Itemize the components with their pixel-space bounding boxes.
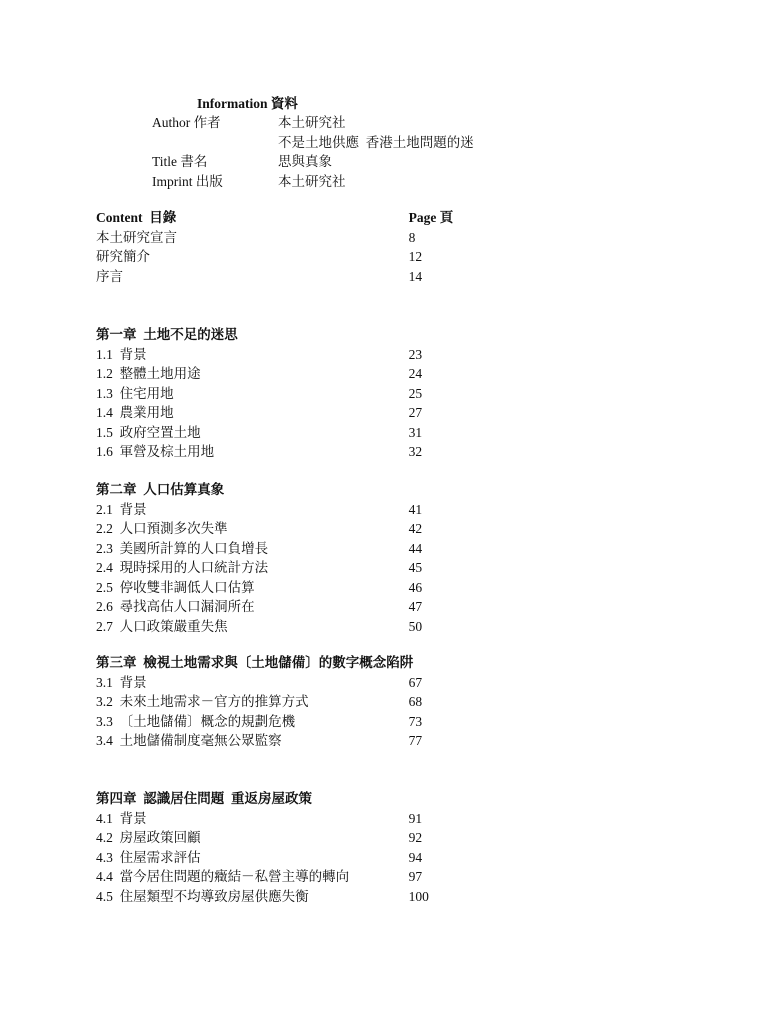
toc-entry-text: 1.6 軍營及棕土用地 [96,444,215,459]
toc-entry-page: 100 [408,888,429,904]
toc-entry [96,345,456,365]
info-value: 不是土地供應 香港土地問題的迷 [278,134,474,150]
toc-entry-page: 23 [408,346,423,362]
toc-entry [96,578,456,598]
toc-entry-text: 1.4 農業用地 [96,405,174,420]
info-value: 思與真象 [278,154,332,169]
info-table [152,113,474,191]
toc-entry-text: 4.5 住屋類型不均導致房屋供應失衡 [96,888,309,904]
chapter-title: 第二章 人口估算真象 [96,482,225,497]
toc-entry [96,384,456,404]
info-label: Author 作者 [152,115,221,130]
toc-entry [96,228,456,248]
toc-entry-text: 1.3 住宅用地 [96,385,174,401]
info-value: 本土研究社 [278,173,346,189]
toc-entry-text: 本土研究宣言 [96,229,177,245]
toc-entry [96,597,456,617]
chapter-title: 第一章 土地不足的迷思 [96,327,238,342]
chapter-3 [96,653,456,751]
toc-entry-page: 73 [408,713,423,729]
toc-entry [96,267,456,287]
toc-entry-text: 2.7 人口政策嚴重失焦 [96,618,228,634]
toc-entry-text: 3.2 未來土地需求－官方的推算方式 [96,694,309,709]
toc-entry-text: 4.1 背景 [96,810,147,826]
toc-entry [96,403,456,423]
toc-entry-text: 3.4 土地儲備制度毫無公眾監察 [96,733,282,748]
toc-entry-text: 2.1 背景 [96,501,147,517]
toc-entry-text: 1.2 整體土地用途 [96,366,201,381]
info-label [152,133,278,153]
toc-entry-page: 68 [408,694,423,709]
toc-entry [96,423,456,443]
toc-entry [96,828,456,848]
toc-entry-page: 8 [408,229,416,245]
toc-entry-page: 47 [408,599,423,614]
toc-header [96,208,456,228]
toc-entry [96,500,456,520]
toc-entry-text: 序言 [96,268,123,284]
toc-entry-page: 94 [408,849,423,865]
info-value: 本土研究社 [278,115,346,130]
toc-entry-page: 67 [408,674,423,690]
toc-entry-page: 45 [408,560,423,575]
info-heading: Information 資料 [197,96,298,111]
info-row-title [152,152,474,172]
toc-entry-text: 1.1 背景 [96,346,147,362]
toc-entry [96,519,456,539]
toc-entry-page: 77 [408,733,423,748]
toc-entry-page: 24 [408,366,423,381]
toc-entry-page: 41 [408,501,423,517]
info-label: Imprint 出版 [152,173,223,189]
toc-entry-text: 研究簡介 [96,249,150,264]
toc-entry-text: 2.6 尋找高估人口漏洞所在 [96,599,255,614]
toc-entry-text: 3.3 〔土地儲備〕概念的規劃危機 [96,713,296,729]
toc-entry [96,442,456,462]
toc-entry-text: 2.5 停收雙非調低人口估算 [96,579,255,595]
contents-heading: Content 目錄 [96,210,177,225]
toc-entry-page: 27 [408,405,423,420]
toc-entry [96,247,456,267]
toc-entry-page: 44 [408,540,423,556]
toc-entry-page: 25 [408,385,423,401]
info-row-author [152,113,474,133]
toc-entry-page: 92 [408,830,423,845]
toc-entry-page: 31 [408,424,423,440]
chapter-1 [96,325,456,462]
chapter-title: 第四章 認識居住問題 重返房屋政策 [96,791,312,806]
toc-entry [96,887,456,907]
toc-entry-page: 12 [408,249,423,264]
chapter-title: 第三章 檢視土地需求與〔土地儲備〕的數字概念陷阱 [96,655,414,670]
toc-entry-text: 4.4 當今居住問題的癥結－私營主導的轉向 [96,869,350,884]
toc-entry-page: 50 [408,618,423,634]
toc-entry [96,558,456,578]
toc-entry-page: 14 [408,268,423,284]
toc-entry-text: 3.1 背景 [96,674,147,690]
toc-entry [96,673,456,693]
toc-entry [96,712,456,732]
toc-entry-text: 2.2 人口預測多次失準 [96,521,228,536]
toc-entry-page: 46 [408,579,423,595]
toc-entry-text: 4.2 房屋政策回顧 [96,830,201,845]
toc-entry [96,867,456,887]
toc-entry-page: 97 [408,869,423,884]
toc-entry [96,692,456,712]
toc-entry [96,731,456,751]
toc-entry [96,809,456,829]
toc-entry-text: 2.4 現時採用的人口統計方法 [96,560,269,575]
info-row-title-line1 [152,133,474,153]
toc-entry [96,364,456,384]
toc-entry-page: 42 [408,521,423,536]
toc-entry [96,539,456,559]
chapter-2 [96,480,456,636]
toc-entry-page: 91 [408,810,423,826]
toc-entry-text: 2.3 美國所計算的人口負增長 [96,540,269,556]
toc-entry-text: 1.5 政府空置土地 [96,424,201,440]
toc-entry [96,617,456,637]
info-label: Title 書名 [152,154,208,169]
chapter-4 [96,789,456,906]
page-column-heading: Page 頁 [408,210,454,225]
toc-entry [96,848,456,868]
toc-entry-text: 4.3 住屋需求評估 [96,849,201,865]
toc-entry-page: 32 [408,444,423,459]
info-row-imprint [152,172,474,192]
toc-front-matter [96,208,456,286]
